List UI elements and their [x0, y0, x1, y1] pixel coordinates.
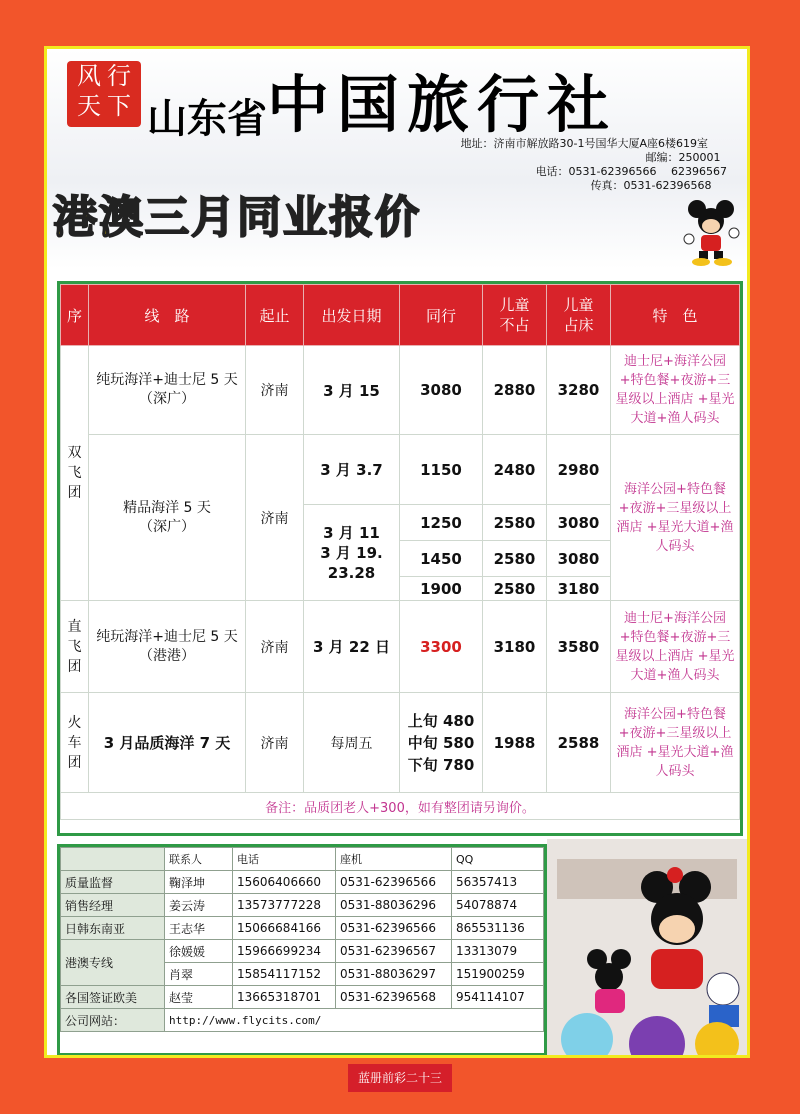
role: 质量监督 — [61, 871, 165, 894]
peer-price: 3080 — [400, 346, 483, 435]
website-label: 公司网站： — [61, 1009, 165, 1032]
departure-city: 济南 — [246, 601, 304, 693]
group-label: 火 车 团 — [61, 693, 89, 793]
child-bed-price: 2980 — [547, 435, 611, 505]
mickey-icon — [681, 199, 741, 267]
child-no-bed-price: 2880 — [483, 346, 547, 435]
child-bed-price: 3280 — [547, 346, 611, 435]
col-header: 同行 — [400, 285, 483, 346]
agency-contact — [461, 137, 727, 193]
table-row — [61, 894, 544, 917]
child-no-bed-price: 2580 — [483, 505, 547, 541]
price-table-header — [61, 285, 740, 346]
agency-seal: 风 行 天 下 — [67, 61, 141, 127]
qq: 954114107 — [452, 986, 544, 1009]
price-note: 备注：品质团老人+300，如有整团请另询价。 — [61, 793, 740, 820]
page-title: 港澳三月同业报价 — [53, 192, 421, 243]
website-link[interactable]: http://www.flycits.com/ — [165, 1009, 544, 1032]
peer-price: 1450 — [400, 541, 483, 577]
contacts-panel — [57, 844, 547, 1056]
departure-date: 3 月 22 日 — [304, 601, 400, 693]
table-row — [61, 1009, 544, 1032]
landline: 0531-62396567 — [336, 940, 452, 963]
group-label: 直 飞 团 — [61, 601, 89, 693]
landline: 0531-62396566 — [336, 917, 452, 940]
child-bed-price: 3580 — [547, 601, 611, 693]
role: 港澳专线 — [61, 940, 165, 986]
contact-name: 肖翠 — [165, 963, 233, 986]
landline: 0531-62396568 — [336, 986, 452, 1009]
departure-date: 3 月 11 3 月 19. 23.28 — [304, 505, 400, 601]
qq: 13313079 — [452, 940, 544, 963]
child-no-bed-price: 2480 — [483, 435, 547, 505]
landline: 0531-62396566 — [336, 871, 452, 894]
route: 纯玩海洋+迪士尼 5 天 （深广） — [89, 346, 246, 435]
mobile: 15854117152 — [233, 963, 336, 986]
route: 3 月品质海洋 7 天 — [89, 693, 246, 793]
address: 地址：济南市解放路30-1号国华大厦A座6楼619室 — [460, 137, 709, 150]
table-row — [61, 346, 740, 435]
peer-price: 1150 — [400, 435, 483, 505]
qq: 56357413 — [452, 871, 544, 894]
contacts-header: 联系人 电话 座机 QQ — [61, 848, 544, 871]
contact-name: 姜云涛 — [165, 894, 233, 917]
qq: 865531136 — [452, 917, 544, 940]
table-row — [61, 435, 740, 505]
disney-characters-icon — [547, 839, 747, 1058]
header — [47, 49, 747, 269]
table-row — [61, 917, 544, 940]
phone: 电话：0531-62396566 62396567 — [535, 165, 727, 178]
peer-price: 3300 — [400, 601, 483, 693]
child-bed-price: 2588 — [547, 693, 611, 793]
col-header: 儿童 不占 — [483, 285, 547, 346]
child-no-bed-price: 2580 — [483, 541, 547, 577]
price-table — [60, 284, 740, 820]
departure-date: 每周五 — [304, 693, 400, 793]
departure-city: 济南 — [246, 346, 304, 435]
peer-price: 1900 — [400, 577, 483, 601]
role: 各国签证欧美 — [61, 986, 165, 1009]
table-row — [61, 986, 544, 1009]
group-label: 双 飞 团 — [61, 346, 89, 601]
route: 纯玩海洋+迪士尼 5 天 （港港） — [89, 601, 246, 693]
poster-frame — [44, 46, 750, 1058]
role: 日韩东南亚 — [61, 917, 165, 940]
note-row — [61, 793, 740, 820]
departure-date: 3 月 15 — [304, 346, 400, 435]
mobile: 15066684166 — [233, 917, 336, 940]
price-table-panel — [57, 281, 743, 836]
mobile: 15606406660 — [233, 871, 336, 894]
child-no-bed-price: 3180 — [483, 601, 547, 693]
table-row — [61, 940, 544, 963]
mobile: 13573777228 — [233, 894, 336, 917]
fax: 传真：0531-62396568 — [590, 179, 712, 192]
departure-city: 济南 — [246, 693, 304, 793]
mobile: 13665318701 — [233, 986, 336, 1009]
contact-name: 徐媛媛 — [165, 940, 233, 963]
child-bed-price: 3080 — [547, 541, 611, 577]
departure-city: 济南 — [246, 435, 304, 601]
qq: 151900259 — [452, 963, 544, 986]
departure-date: 3 月 3.7 — [304, 435, 400, 505]
col-header: 线 路 — [89, 285, 246, 346]
child-bed-price: 3080 — [547, 505, 611, 541]
child-no-bed-price: 1988 — [483, 693, 547, 793]
col-header: 特 色 — [611, 285, 740, 346]
contact-name: 鞠泽坤 — [165, 871, 233, 894]
col-header: 起止 — [246, 285, 304, 346]
peer-price: 上旬 480 中旬 580 下旬 780 — [400, 693, 483, 793]
table-row — [61, 693, 740, 793]
mobile: 15966699234 — [233, 940, 336, 963]
features: 迪士尼+海洋公园+特色餐+夜游+三星级以上酒店 +星光大道+渔人码头 — [611, 601, 740, 693]
contacts-table — [60, 847, 544, 1032]
agency-name: 山东省中国旅行社 — [147, 68, 618, 142]
features: 迪士尼+海洋公园+特色餐+夜游+三星级以上酒店 +星光大道+渔人码头 — [611, 346, 740, 435]
contact-name: 赵莹 — [165, 986, 233, 1009]
landline: 0531-88036297 — [336, 963, 452, 986]
child-no-bed-price: 2580 — [483, 577, 547, 601]
role: 销售经理 — [61, 894, 165, 917]
col-header: 儿童 占床 — [547, 285, 611, 346]
footer-badge: 蓝册前彩二十三 — [348, 1064, 452, 1092]
peer-price: 1250 — [400, 505, 483, 541]
landline: 0531-88036296 — [336, 894, 452, 917]
col-header: 序 — [61, 285, 89, 346]
route: 精品海洋 5 天 （深广） — [89, 435, 246, 601]
qq: 54078874 — [452, 894, 544, 917]
features: 海洋公园+特色餐+夜游+三星级以上酒店 +星光大道+渔人码头 — [611, 693, 740, 793]
child-bed-price: 3180 — [547, 577, 611, 601]
postcode: 邮编：250001 — [645, 151, 721, 164]
col-header: 出发日期 — [304, 285, 400, 346]
table-row — [61, 871, 544, 894]
table-row — [61, 601, 740, 693]
features: 海洋公园+特色餐+夜游+三星级以上酒店 +星光大道+渔人码头 — [611, 435, 740, 601]
contact-name: 王志华 — [165, 917, 233, 940]
